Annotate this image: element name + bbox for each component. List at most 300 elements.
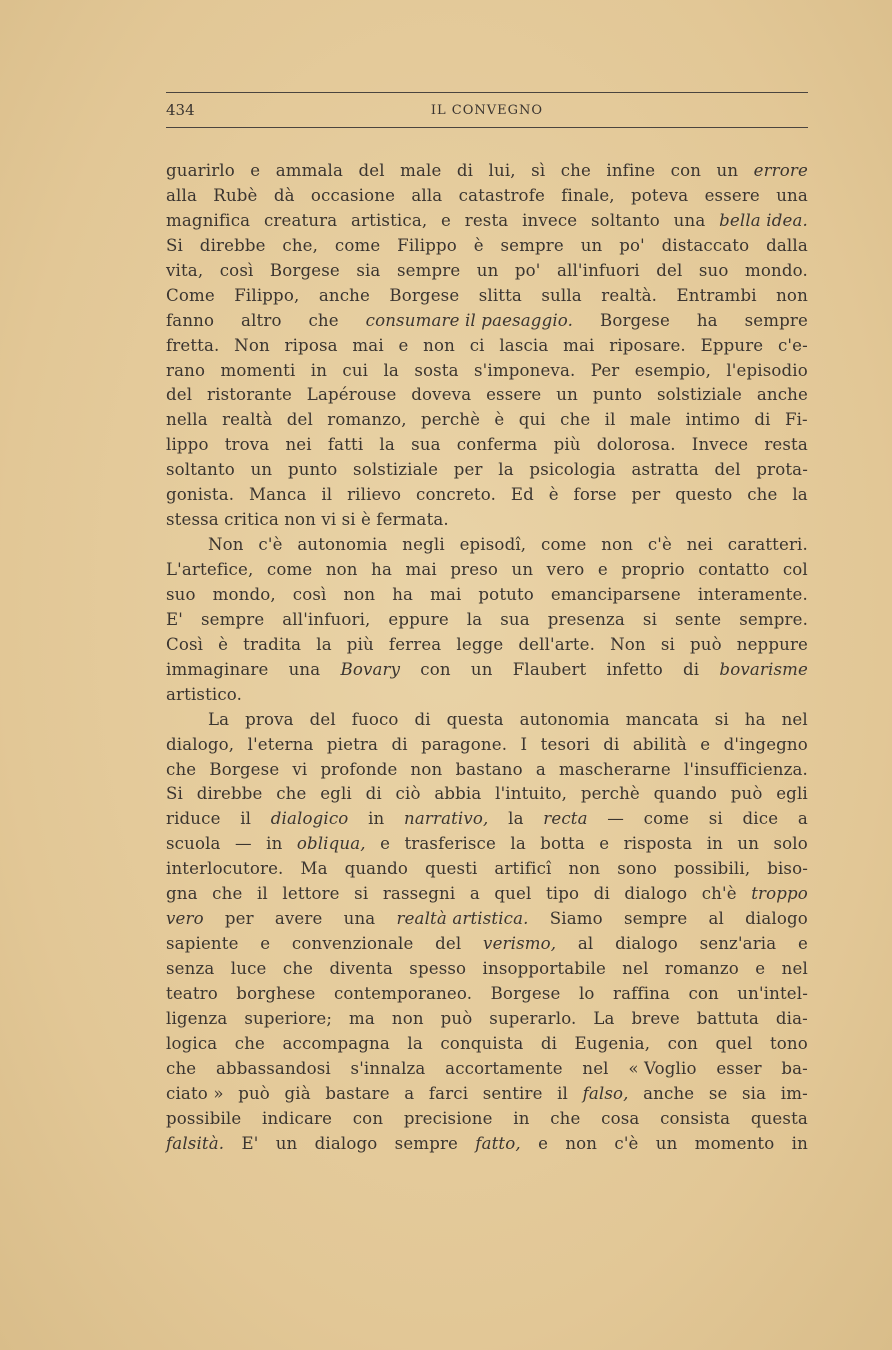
word: resta xyxy=(464,210,509,230)
word: nei xyxy=(686,535,713,555)
text-line xyxy=(166,483,808,508)
italic-word: recta xyxy=(543,809,588,829)
word: esser xyxy=(716,1058,762,1078)
word: la xyxy=(792,485,808,505)
italic-word: bella idea. xyxy=(719,210,808,230)
word: dialogo xyxy=(624,884,688,904)
word: solstiziale xyxy=(353,460,439,480)
word: prota- xyxy=(756,460,808,480)
word: legge xyxy=(456,634,504,654)
word: caratteri. xyxy=(727,535,808,555)
word: intimo xyxy=(685,410,741,430)
word: una xyxy=(776,185,808,205)
word: mancata xyxy=(625,709,699,729)
word: all'infuori xyxy=(556,260,640,280)
word: sempre. xyxy=(739,609,808,629)
text-line xyxy=(166,733,808,758)
text-line xyxy=(166,408,808,433)
text-line xyxy=(166,708,808,733)
word: che xyxy=(308,310,339,330)
word: po' xyxy=(514,260,541,280)
text-line xyxy=(166,458,808,483)
word: riposa xyxy=(284,335,338,355)
word: conquista xyxy=(440,1033,524,1053)
word: per xyxy=(631,485,661,505)
word: Ed xyxy=(510,485,534,505)
word: la xyxy=(510,834,526,854)
word: abilità xyxy=(632,734,687,754)
word: e xyxy=(755,959,766,978)
word: alla xyxy=(411,185,443,205)
word: po' xyxy=(619,235,645,255)
word: che xyxy=(550,1108,581,1128)
word: è xyxy=(218,634,229,654)
word: sentire xyxy=(482,1083,543,1103)
word: abbia xyxy=(434,784,482,804)
word: e xyxy=(260,934,271,954)
text-line xyxy=(166,558,808,583)
word: il xyxy=(321,485,333,505)
word: al xyxy=(708,909,724,929)
word: non xyxy=(601,535,634,555)
word: fuoco xyxy=(351,709,399,729)
word: può xyxy=(689,634,722,654)
word: Non xyxy=(610,634,646,654)
word: la xyxy=(379,435,395,455)
text-line xyxy=(166,533,808,558)
word: sempre xyxy=(396,260,461,280)
word: di xyxy=(683,659,700,679)
word: si xyxy=(714,709,729,729)
word: negli xyxy=(402,535,445,555)
word: solo xyxy=(773,834,808,854)
word: Invece xyxy=(691,435,749,455)
word: e xyxy=(597,560,608,579)
word: dialogo xyxy=(615,934,678,954)
body-text xyxy=(166,159,808,1157)
word: essere xyxy=(486,385,542,405)
word: senz'aria xyxy=(699,934,777,954)
word: poteva xyxy=(631,185,689,205)
word: ba- xyxy=(781,1058,808,1078)
word: con xyxy=(352,1108,384,1128)
word: e xyxy=(398,335,409,355)
word: si xyxy=(354,884,369,904)
word: in xyxy=(791,1133,808,1153)
word: vi xyxy=(292,759,308,779)
word: anche xyxy=(318,285,370,305)
word: quel xyxy=(715,1033,753,1053)
word: insopportabile xyxy=(482,959,606,978)
word: di xyxy=(456,161,474,180)
word: superiore; xyxy=(244,1008,333,1028)
word: Borgese xyxy=(269,260,340,280)
word: dell'arte. xyxy=(518,634,596,654)
text-line xyxy=(166,1132,808,1157)
word: risposta xyxy=(623,834,693,854)
page-number: 434 xyxy=(166,101,195,119)
word: c'è xyxy=(258,535,283,555)
word: in xyxy=(368,809,385,829)
word: Borgese xyxy=(490,983,561,1003)
word: direbbe xyxy=(199,235,266,255)
word: Si xyxy=(166,784,183,804)
word: sempre xyxy=(744,310,808,330)
word: perchè xyxy=(580,784,640,804)
word: l'intuito, xyxy=(495,784,568,804)
word: convenzionale xyxy=(291,934,414,954)
word: sono xyxy=(617,859,658,879)
word: il xyxy=(557,1083,569,1103)
word: il xyxy=(256,884,268,904)
word: un xyxy=(250,460,273,480)
word: una xyxy=(673,210,706,230)
word: lippo xyxy=(166,435,209,455)
word: vero xyxy=(546,560,585,579)
word: perchè xyxy=(421,410,481,430)
word: del xyxy=(358,161,385,180)
word: questa xyxy=(446,709,504,729)
word: senza xyxy=(166,959,215,978)
word: quando xyxy=(344,859,408,879)
word: slitta xyxy=(478,285,522,305)
word: borghese xyxy=(236,983,316,1003)
word: ha xyxy=(392,584,414,604)
word: la xyxy=(466,609,483,629)
word: che xyxy=(560,161,591,180)
word: più xyxy=(346,634,374,654)
word: catastrofe xyxy=(458,185,545,205)
word: ciato » xyxy=(166,1083,224,1103)
word: Fi- xyxy=(784,410,808,430)
word: tono xyxy=(769,1033,808,1053)
word: accortamente xyxy=(445,1058,563,1078)
word: la xyxy=(407,1033,423,1053)
word: conferma xyxy=(456,435,538,455)
italic-word: consumare il paesaggio. xyxy=(365,310,574,330)
word: si xyxy=(660,634,675,654)
word: farci xyxy=(428,1083,469,1103)
word: e xyxy=(599,834,610,854)
word: già xyxy=(284,1083,311,1103)
text-line xyxy=(166,159,808,184)
word: all'infuori, xyxy=(282,609,371,629)
word: d'ingegno xyxy=(723,734,808,754)
word: finale, xyxy=(561,185,615,205)
text-line xyxy=(166,807,808,832)
text-line xyxy=(166,932,808,957)
word: sempre xyxy=(200,609,265,629)
text-line xyxy=(166,683,808,708)
word: che xyxy=(166,1058,197,1078)
text-line xyxy=(166,857,808,882)
italic-word: fatto, xyxy=(475,1133,521,1153)
word: scuola xyxy=(166,834,221,854)
word: prova xyxy=(245,709,294,729)
word: c'è xyxy=(614,1133,639,1153)
text-line xyxy=(166,383,808,408)
text-line xyxy=(166,284,808,309)
word: I xyxy=(520,734,528,754)
word: anche xyxy=(643,1083,695,1103)
word: e xyxy=(380,834,391,854)
word: mai xyxy=(430,584,462,604)
word: sente xyxy=(675,609,722,629)
word: concreto. xyxy=(416,485,497,505)
word: lascia xyxy=(499,335,549,355)
word: Manca xyxy=(249,485,307,505)
text-line xyxy=(166,608,808,633)
word: realtà. xyxy=(601,285,658,305)
word: del xyxy=(656,260,683,280)
word: Così xyxy=(166,634,204,654)
word: tipo xyxy=(545,884,580,904)
word: stessa xyxy=(166,510,219,530)
word: se xyxy=(708,1083,728,1103)
word: a xyxy=(535,759,546,779)
word: botta xyxy=(540,834,585,854)
word: la xyxy=(316,634,332,654)
word: punto xyxy=(592,385,643,405)
word: un xyxy=(470,659,493,679)
word: eppure xyxy=(388,609,449,629)
italic-word: obliqua, xyxy=(296,834,366,854)
word: così xyxy=(292,584,327,604)
word: Lapérouse xyxy=(306,385,397,405)
word: in xyxy=(706,834,723,854)
word: con xyxy=(688,983,719,1003)
word: Entrambi xyxy=(676,285,757,305)
word: che xyxy=(747,485,778,505)
word: così xyxy=(219,260,254,280)
word: sosta xyxy=(414,360,459,380)
word: abbassandosi xyxy=(215,1058,331,1078)
word: Eugenia, xyxy=(574,1033,651,1053)
word: Borgese xyxy=(599,310,670,330)
word: teatro xyxy=(166,983,218,1003)
word: magnifica xyxy=(166,210,251,230)
word: sulla xyxy=(541,285,582,305)
word: riposare. xyxy=(609,335,686,355)
word: del xyxy=(166,385,193,405)
word: breve xyxy=(631,1008,680,1028)
text-line xyxy=(166,882,808,907)
word: questo xyxy=(675,485,733,505)
word: immaginare xyxy=(166,659,269,679)
word: contatto xyxy=(698,560,770,579)
word: sempre xyxy=(623,909,688,929)
word: a xyxy=(469,884,480,904)
word: solstiziale xyxy=(656,385,743,405)
word: pietra xyxy=(326,734,379,754)
text-line xyxy=(166,334,808,359)
word: mondo, xyxy=(212,584,276,604)
word: romanzo xyxy=(664,959,739,978)
text-line xyxy=(166,982,808,1007)
word: rano xyxy=(166,360,206,380)
word: quel xyxy=(494,884,532,904)
word: male xyxy=(400,161,442,180)
word: che xyxy=(560,410,591,430)
word: vita, xyxy=(166,260,204,280)
word: presenza xyxy=(547,609,625,629)
word: autonomia xyxy=(297,535,388,555)
word: con xyxy=(667,1033,698,1053)
word: soltanto xyxy=(166,460,235,480)
text-line xyxy=(166,758,808,783)
word: in xyxy=(266,834,283,854)
text-line xyxy=(166,583,808,608)
text-line xyxy=(166,1107,808,1132)
word: nel xyxy=(781,709,808,729)
word: artistico. xyxy=(166,684,243,704)
word: essere xyxy=(704,185,760,205)
word: può xyxy=(730,784,763,804)
word: Rubè xyxy=(213,185,258,205)
word: come xyxy=(643,809,690,829)
word: ha xyxy=(696,310,718,330)
word: — xyxy=(234,834,252,854)
word: dà xyxy=(273,185,295,205)
word: è xyxy=(548,485,559,505)
word: mai xyxy=(405,560,437,579)
word: a xyxy=(797,809,808,829)
word: del xyxy=(309,709,336,729)
word: non xyxy=(410,759,443,779)
word: c'è xyxy=(647,535,672,555)
italic-word: dialogico xyxy=(270,809,349,829)
word: che xyxy=(276,784,307,804)
word: superarlo. xyxy=(489,1008,577,1028)
word: E' xyxy=(166,609,183,629)
word: autonomia xyxy=(519,709,610,729)
word: e xyxy=(797,934,808,954)
word: resta xyxy=(764,435,808,455)
word: interamente. xyxy=(697,584,808,604)
word: bastano xyxy=(455,759,523,779)
word: trasferisce xyxy=(404,834,496,854)
word: neppure xyxy=(736,634,808,654)
word: di xyxy=(754,410,771,430)
word: la xyxy=(508,809,524,829)
italic-word: errore xyxy=(753,161,808,180)
word: non xyxy=(284,510,317,530)
word: Come xyxy=(166,285,215,305)
text-line xyxy=(166,658,808,683)
word: di xyxy=(603,734,620,754)
word: un xyxy=(275,1133,298,1153)
word: raffina xyxy=(612,983,671,1003)
word: direbbe xyxy=(196,784,263,804)
word: di xyxy=(391,734,408,754)
word: fermata. xyxy=(376,510,449,530)
word: di xyxy=(593,884,610,904)
word: non xyxy=(325,560,358,579)
word: avere xyxy=(274,909,323,929)
word: ha xyxy=(744,709,766,729)
word: che xyxy=(282,959,314,978)
word: Siamo xyxy=(549,909,603,929)
word: non xyxy=(565,1133,598,1153)
word: artificî xyxy=(494,859,552,879)
word: infetto xyxy=(606,659,663,679)
italic-word: Bovary xyxy=(340,659,401,679)
word: si xyxy=(708,809,723,829)
word: riduce xyxy=(166,809,221,829)
word: Non xyxy=(208,535,244,555)
word: indicare xyxy=(262,1108,333,1128)
word: fatti xyxy=(327,435,364,455)
text-line xyxy=(166,1007,808,1032)
word: E' xyxy=(241,1133,259,1153)
word: in xyxy=(513,1108,530,1128)
word: male xyxy=(629,410,672,430)
word: più xyxy=(553,435,581,455)
italic-word: bovarisme xyxy=(719,659,808,679)
word: fretta. xyxy=(166,335,220,355)
word: contemporaneo. xyxy=(333,983,473,1003)
word: profonde xyxy=(320,759,398,779)
word: preso xyxy=(450,560,499,579)
word: non xyxy=(776,285,808,305)
word: potuto xyxy=(478,584,534,604)
word: con xyxy=(420,659,451,679)
word: Borgese xyxy=(389,285,460,305)
word: gonista. xyxy=(166,485,235,505)
word: ci xyxy=(469,335,485,355)
word: un'intel- xyxy=(737,983,808,1003)
word: forse xyxy=(573,485,617,505)
word: Flaubert xyxy=(512,659,587,679)
word: è xyxy=(494,410,505,430)
text-line xyxy=(166,782,808,807)
word: suo xyxy=(698,260,729,280)
word: non xyxy=(568,859,601,879)
word: il xyxy=(240,809,252,829)
word: creatura xyxy=(263,210,338,230)
word: punto xyxy=(287,460,338,480)
word: precisione xyxy=(403,1108,493,1128)
word: mai xyxy=(352,335,384,355)
word: e xyxy=(700,734,711,754)
word: episodî, xyxy=(459,535,527,555)
word: sapiente xyxy=(166,934,239,954)
italic-word: falsità. xyxy=(166,1133,225,1153)
word: è xyxy=(473,235,484,255)
text-line xyxy=(166,1082,808,1107)
word: e xyxy=(250,161,261,180)
word: si xyxy=(341,510,356,530)
word: del xyxy=(714,460,741,480)
word: cosa xyxy=(601,1108,640,1128)
word: un xyxy=(511,560,534,579)
text-line xyxy=(166,259,808,284)
word: come xyxy=(266,560,313,579)
word: romanzo, xyxy=(327,410,407,430)
word: rassegni xyxy=(382,884,456,904)
word: paragone. xyxy=(421,734,508,754)
word: sia xyxy=(356,260,381,280)
word: dialogo xyxy=(745,909,808,929)
word: guarirlo xyxy=(166,161,235,180)
word: non xyxy=(391,1008,424,1028)
word: lo xyxy=(578,983,595,1003)
text-line xyxy=(166,1032,808,1057)
word: Borgese xyxy=(209,759,280,779)
word: Non xyxy=(234,335,270,355)
word: momenti xyxy=(220,360,296,380)
text-line xyxy=(166,359,808,384)
